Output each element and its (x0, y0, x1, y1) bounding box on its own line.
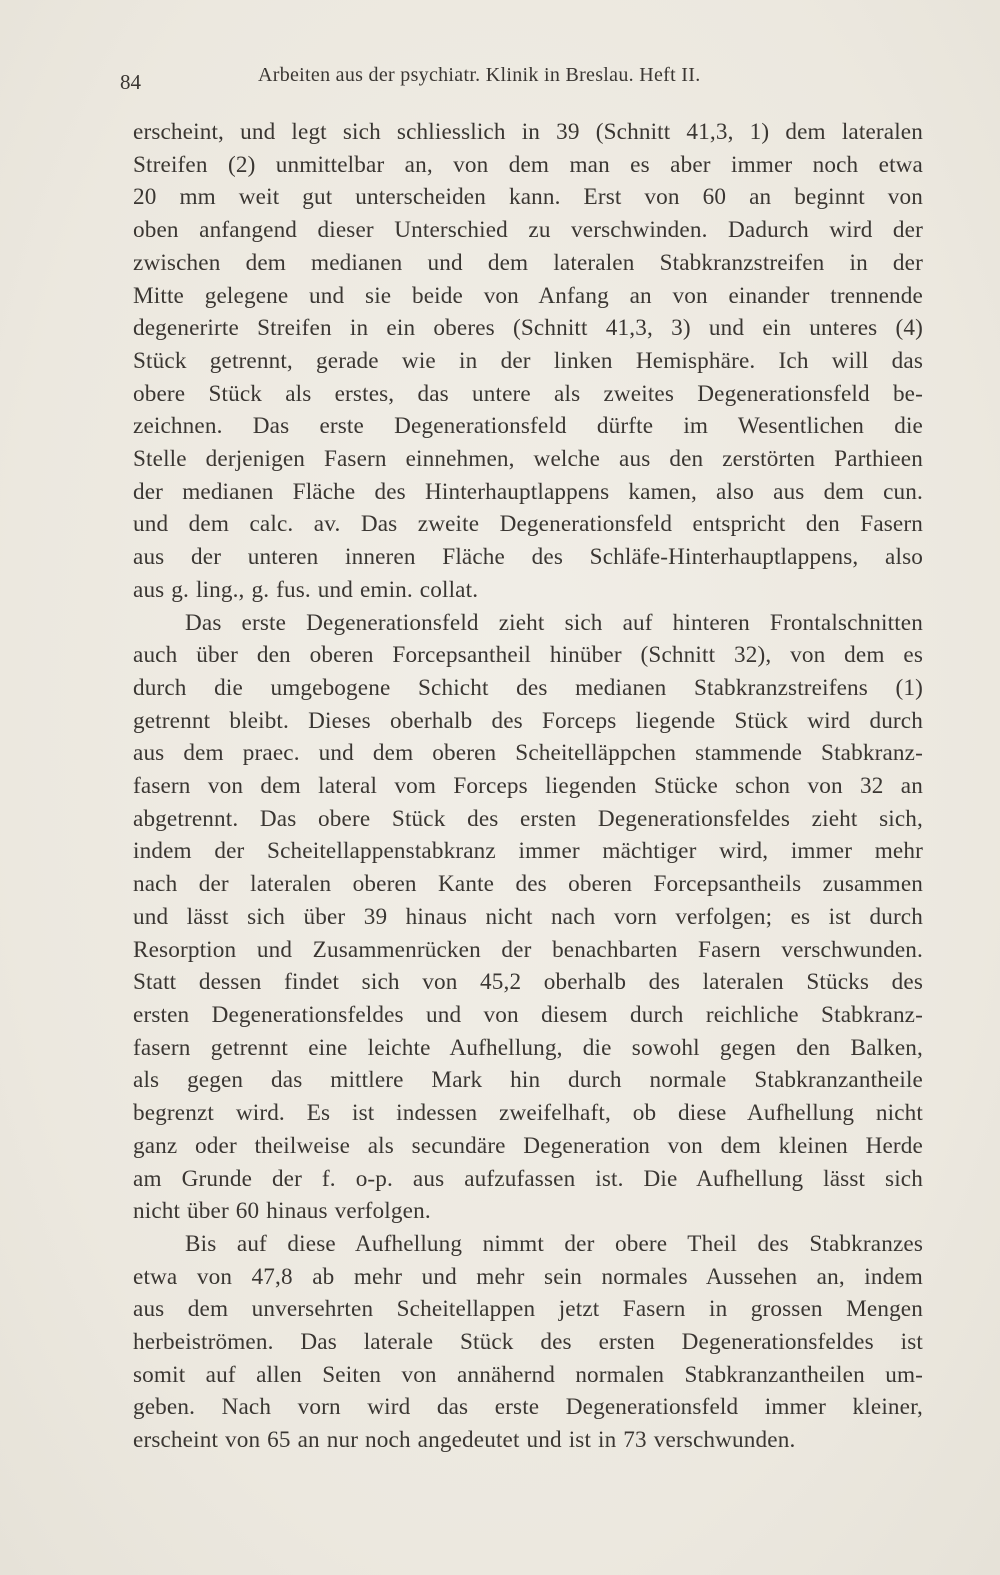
body-text (133, 116, 923, 1457)
text-line: erscheint, und legt sich schliesslich in 39 (Schnitt 41,3, 1) dem lateralen (133, 119, 923, 145)
page-number: 84 (120, 70, 141, 94)
text-line: fasern getrennt eine leichte Aufhellung, die sowohl gegen den Balken, (133, 1034, 923, 1061)
running-header (120, 64, 790, 100)
text-line: aus der unteren inneren Fläche des Schläfe-Hinterhauptlappens, also (133, 544, 923, 571)
text-line: und dem calc. av. Das zweite Degenerationsfeld entspricht den Fasern (133, 511, 923, 538)
text-line: abgetrennt. Das obere Stück des ersten Degenerationsfeldes zieht sich, (133, 805, 923, 832)
text-line: zeichnen. Das erste Degenerationsfeld dürfte im Wesentlichen die (133, 413, 923, 440)
text-line: aus dem unversehrten Scheitellappen jetzt Fasern in grossen Mengen (133, 1296, 923, 1323)
text-line: getrennt bleibt. Dieses oberhalb des Forceps liegende Stück wird durch (133, 707, 923, 734)
text-line: herbeiströmen. Das laterale Stück des ersten Degenerationsfeldes ist (133, 1329, 923, 1356)
text-line: als gegen das mittlere Mark hin durch normale Stabkranzantheile (133, 1067, 923, 1094)
text-line: aus g. ling., g. fus. und emin. collat. (133, 576, 479, 603)
text-line: oben anfangend dieser Unterschied zu verschwinden. Dadurch wird der (133, 217, 923, 244)
text-line: nach der lateralen oberen Kante des oberen Forcepsantheils zusammen (133, 871, 923, 898)
text-line: Bis auf diese Aufhellung nimmt der obere Theil des Stabkranzes (185, 1230, 923, 1257)
text-line: am Grunde der f. o-p. aus aufzufassen ist. Die Aufhellung lässt sich (133, 1165, 923, 1192)
text-line: Mitte gelegene und sie beide von Anfang an von einander trennende (133, 282, 923, 309)
text-line: nicht über 60 hinaus verfolgen. (133, 1198, 431, 1225)
text-line: der medianen Fläche des Hinterhauptlappens kamen, also aus dem cun. (133, 478, 923, 505)
text-line: Stelle derjenigen Fasern einnehmen, welche aus den zerstörten Parthieen (133, 446, 923, 473)
text-line: etwa von 47,8 ab mehr und mehr sein normales Aussehen an, indem (133, 1263, 923, 1290)
text-line: fasern von dem lateral vom Forceps liegenden Stücke schon von 32 an (133, 773, 923, 800)
text-line: Resorption und Zusammenrücken der benachbarten Fasern verschwunden. (133, 936, 923, 963)
text-line: Das erste Degenerationsfeld zieht sich auf hinteren Frontalschnitten (185, 609, 923, 636)
text-line: begrenzt wird. Es ist indessen zweifelhaft, ob diese Aufhellung nicht (133, 1100, 923, 1127)
text-line: somit auf allen Seiten von annähernd normalen Stabkranzantheilen um- (133, 1361, 923, 1388)
text-line: durch die umgebogene Schicht des medianen Stabkranzstreifens (1) (133, 674, 923, 701)
text-line: Statt dessen findet sich von 45,2 oberhalb des lateralen Stücks des (133, 969, 923, 996)
text-line: indem der Scheitellappenstabkranz immer mächtiger wird, immer mehr (133, 838, 923, 865)
text-line: Streifen (2) unmittelbar an, von dem man es aber immer noch etwa (133, 151, 923, 178)
text-line: auch über den oberen Forcepsantheil hinüber (Schnitt 32), von dem es (133, 642, 923, 669)
text-line: degenerirte Streifen in ein oberes (Schnitt 41,3, 3) und ein unteres (4) (133, 315, 923, 342)
text-line: ganz oder theilweise als secundäre Degeneration von dem kleinen Herde (133, 1132, 923, 1159)
text-line: geben. Nach vorn wird das erste Degenerationsfeld immer kleiner, (133, 1394, 923, 1421)
paragraph (133, 116, 923, 607)
text-line: 20 mm weit gut unterscheiden kann. Erst von 60 an beginnt von (133, 184, 923, 211)
text-line: aus dem praec. und dem oberen Scheitelläppchen stammende Stabkranz- (133, 740, 923, 767)
text-line: zwischen dem medianen und dem lateralen Stabkranzstreifen in der (133, 249, 923, 276)
paragraph (133, 1228, 923, 1457)
text-line: ersten Degenerationsfeldes und von diesem durch reichliche Stabkranz- (133, 1001, 923, 1028)
text-line: erscheint von 65 an nur noch angedeutet und ist in 73 verschwunden. (133, 1427, 796, 1454)
text-line: Stück getrennt, gerade wie in der linken Hemisphäre. Ich will das (133, 347, 923, 374)
text-line: und lässt sich über 39 hinaus nicht nach vorn verfolgen; es ist durch (133, 903, 923, 930)
paragraph (133, 607, 923, 1228)
running-title: Arbeiten aus der psychiatr. Klinik in Breslau. Heft II. (258, 64, 701, 86)
text-line: obere Stück als erstes, das untere als zweites Degenerationsfeld be- (133, 380, 923, 407)
